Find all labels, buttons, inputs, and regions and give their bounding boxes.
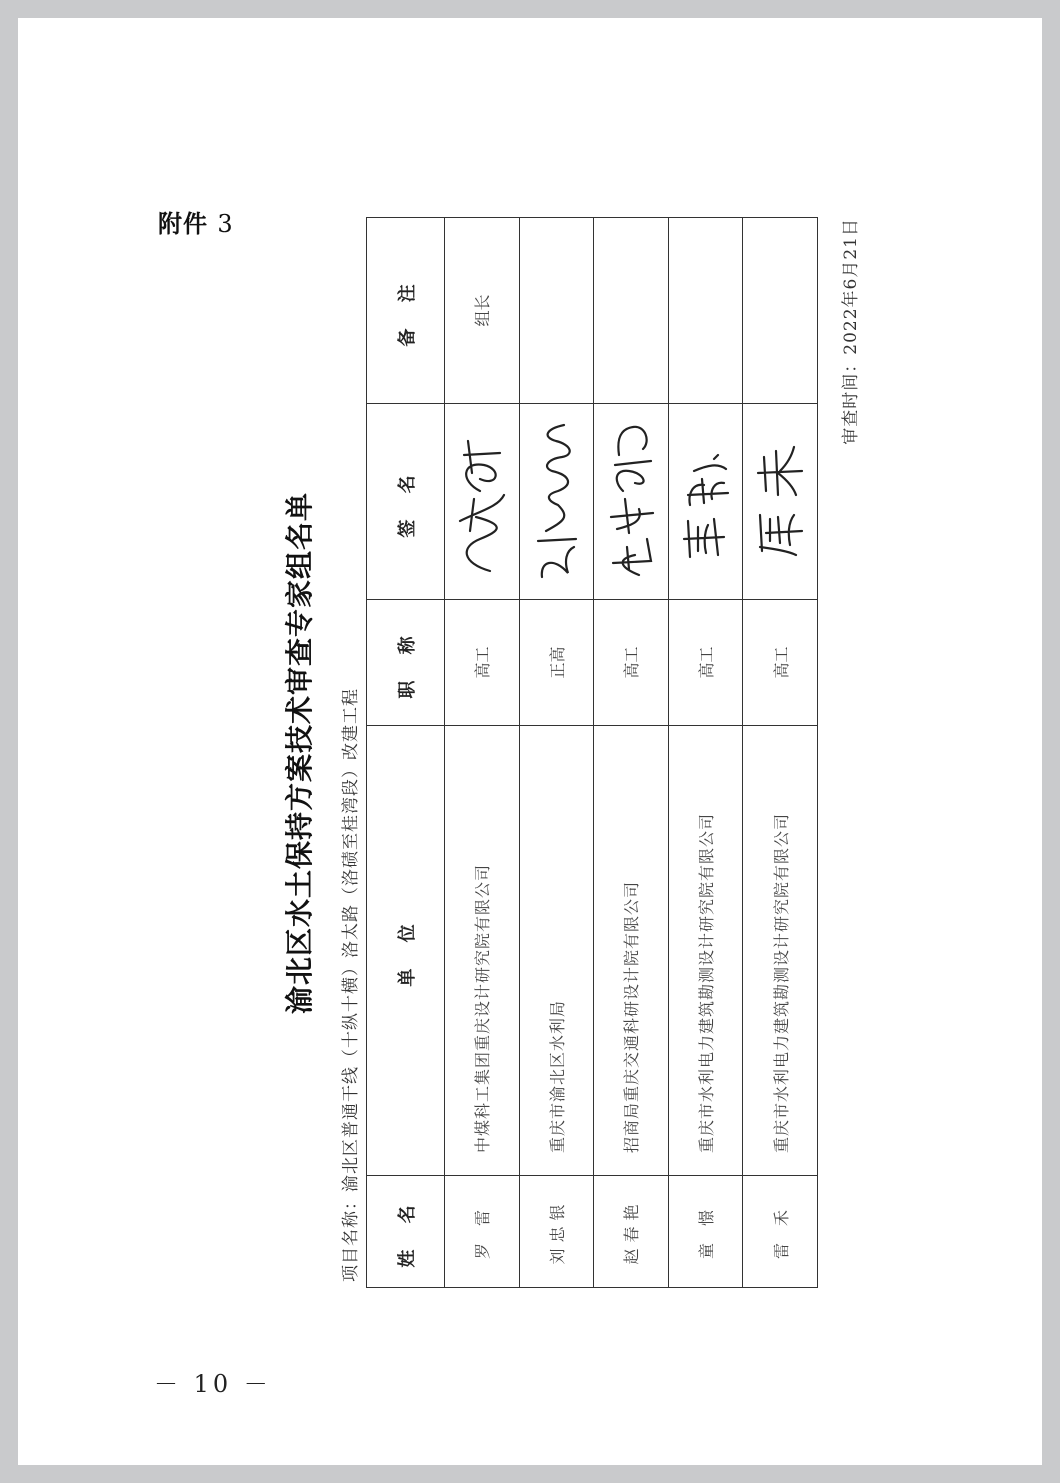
rotated-content xyxy=(278,218,898,1288)
cell-unit: 中煤科工集团重庆设计研究院有限公司 xyxy=(445,726,520,1176)
cell-signature xyxy=(594,404,669,600)
cell-signature xyxy=(668,404,743,600)
cell-remark xyxy=(594,218,669,404)
cell-remark xyxy=(743,218,818,404)
signature-image xyxy=(674,412,738,592)
header-unit: 单 位 xyxy=(367,726,445,1176)
signature-image xyxy=(524,412,588,592)
cell-remark: 组长 xyxy=(445,218,520,404)
cell-remark xyxy=(668,218,743,404)
project-name: 渝北区普通干线（十纵十横）洛太路（洛碛至桂湾段）改建工程 xyxy=(341,688,361,1192)
cell-unit: 重庆市水利电力建筑勘测设计研究院有限公司 xyxy=(668,726,743,1176)
header-signature: 签 名 xyxy=(367,404,445,600)
page-number: － 10 － xyxy=(154,1370,272,1398)
cell-title: 高工 xyxy=(594,600,669,726)
attachment-number: 3 xyxy=(217,210,234,238)
header-remark: 备 注 xyxy=(367,218,445,404)
cell-name: 雷 禾 xyxy=(743,1176,818,1288)
cell-unit: 重庆市水利电力建筑勘测设计研究院有限公司 xyxy=(743,726,818,1176)
table-row xyxy=(519,218,594,1288)
cell-title: 高工 xyxy=(445,600,520,726)
table-row xyxy=(743,218,818,1288)
document-page xyxy=(18,18,1042,1465)
cell-name: 赵春艳 xyxy=(594,1176,669,1288)
header-title: 职 称 xyxy=(367,600,445,726)
attachment-label xyxy=(158,204,234,239)
cell-unit: 招商局重庆交通科研设计院有限公司 xyxy=(594,726,669,1176)
cell-unit: 重庆市渝北区水利局 xyxy=(519,726,594,1176)
cell-name: 刘忠银 xyxy=(519,1176,594,1288)
signature-image xyxy=(599,412,663,592)
table-row xyxy=(445,218,520,1288)
cell-signature xyxy=(743,404,818,600)
cell-signature xyxy=(445,404,520,600)
table-row xyxy=(668,218,743,1288)
table-header-row xyxy=(367,218,445,1288)
project-line xyxy=(336,688,361,1282)
signature-image xyxy=(450,412,514,592)
document-title: 渝北区水土保持方案技术审查专家组名单 xyxy=(283,492,316,1015)
header-name: 姓 名 xyxy=(367,1176,445,1288)
review-date xyxy=(836,218,861,445)
cell-name: 童 憬 xyxy=(668,1176,743,1288)
review-date-value: 2022年6月21日 xyxy=(841,218,861,355)
cell-name: 罗 雷 xyxy=(445,1176,520,1288)
cell-title: 高工 xyxy=(743,600,818,726)
expert-table xyxy=(366,217,818,1288)
project-label: 项目名称： xyxy=(341,1192,361,1282)
cell-title: 正高 xyxy=(519,600,594,726)
table-row xyxy=(594,218,669,1288)
cell-signature xyxy=(519,404,594,600)
review-label: 审查时间： xyxy=(841,354,861,445)
attachment-prefix: 附件 xyxy=(158,210,208,238)
signature-image xyxy=(748,412,812,592)
cell-title: 高工 xyxy=(668,600,743,726)
cell-remark xyxy=(519,218,594,404)
